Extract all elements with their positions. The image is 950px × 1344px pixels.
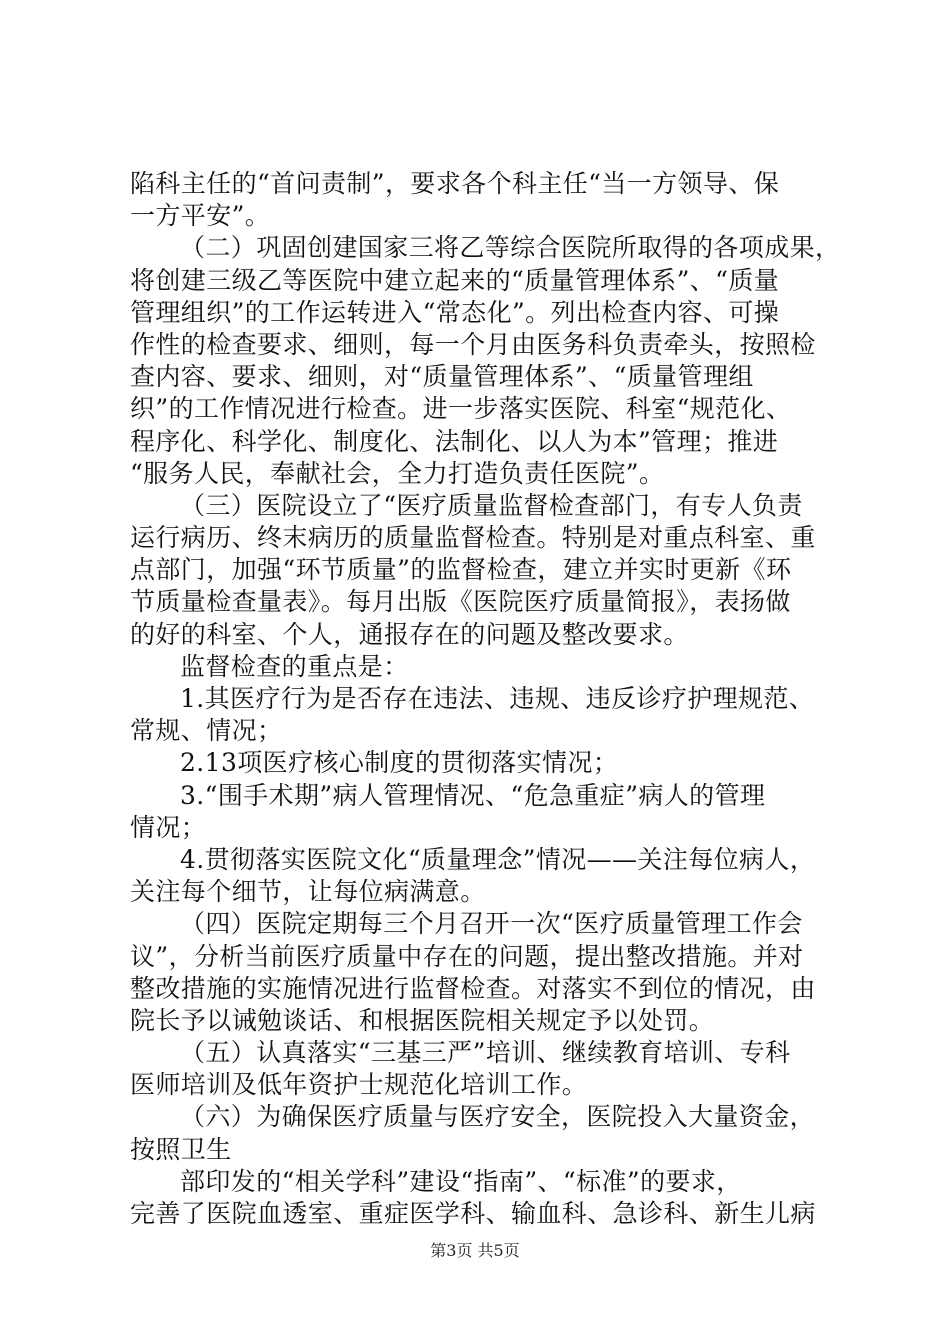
text-line: 完善了医院血透室、重症医学科、输血科、急诊科、新生儿病	[130, 1199, 816, 1228]
text-line: （四）医院定期每三个月召开一次“医疗质量管理工作会	[180, 909, 803, 939]
text-line: （三）医院设立了“医疗质量监督检查部门，有专人负责	[180, 490, 803, 520]
text-line: 节质量检查量表》。每月出版《医院医疗质量简报》，表扬做	[130, 587, 791, 617]
text-line: 医师培训及低年资护士规范化培训工作。	[130, 1070, 588, 1100]
text-line: 按照卫生	[130, 1134, 232, 1164]
text-line: 陷科主任的“首问责制”，要求各个科主任“当一方领导、保	[130, 169, 780, 198]
text-line: 常规、情况；	[130, 716, 283, 746]
text-line: 1.其医疗行为是否存在违法、违规、违反诊疗护理规范、	[180, 684, 815, 713]
text-line: 运行病历、终末病历的质量监督检查。特别是对重点科室、重	[130, 523, 816, 553]
text-line: 查内容、要求、细则，对“质量管理体系”、“质量管理组	[130, 362, 754, 392]
text-line: 作性的检查要求、细则，每一个月由医务科负责牵头，按照检	[130, 329, 816, 359]
text-line: 监督检查的重点是：	[180, 651, 409, 681]
text-line: 程序化、科学化、制度化、法制化、以人为本”管理；推进	[130, 426, 779, 456]
document-body	[130, 168, 841, 1230]
text-line: 情况；	[130, 812, 207, 842]
text-line: 织”的工作情况进行检查。进一步落实医院、科室“规范化、	[130, 394, 792, 424]
text-line: 管理组织”的工作运转进入“常态化”。列出检查内容、可操	[130, 297, 780, 327]
text-line: 3.“围手术期”病人管理情况、“危急重症”病人的管理	[180, 780, 766, 810]
text-line: 关注每个细节，让每位病满意。	[130, 877, 486, 907]
text-line: 2.13项医疗核心制度的贯彻落实情况；	[180, 748, 619, 778]
text-line: （五）认真落实“三基三严”培训、继续教育培训、专科	[180, 1038, 791, 1068]
text-line: 一方平安”。	[130, 201, 271, 231]
text-line: 部印发的“相关学科”建设“指南”、“标准”的要求，	[180, 1166, 742, 1196]
text-line: 整改措施的实施情况进行监督检查。对落实不到位的情况，由	[130, 973, 816, 1003]
page-footer: 第3页 共5页	[430, 1241, 520, 1260]
text-line: 将创建三级乙等医院中建立起来的“质量管理体系”、“质量	[130, 265, 780, 295]
text-line: 议”，分析当前医疗质量中存在的问题，提出整改措施。并对	[130, 941, 804, 971]
text-line: 点部门，加强“环节质量”的监督检查，建立并实时更新《环	[130, 555, 792, 585]
text-line: （六）为确保医疗质量与医疗安全，医院投入大量资金，	[180, 1102, 816, 1132]
text-line: “服务人民，奉献社会，全力打造负责任医院”。	[130, 458, 665, 488]
text-line: 院长予以诫勉谈话、和根据医院相关规定予以处罚。	[130, 1005, 715, 1035]
text-line: （二）巩固创建国家三将乙等综合医院所取得的各项成果，	[180, 233, 841, 263]
text-line: 的好的科室、个人，通报存在的问题及整改要求。	[130, 619, 689, 649]
text-line: 4.贯彻落实医院文化“质量理念”情况——关注每位病人，	[180, 844, 816, 874]
